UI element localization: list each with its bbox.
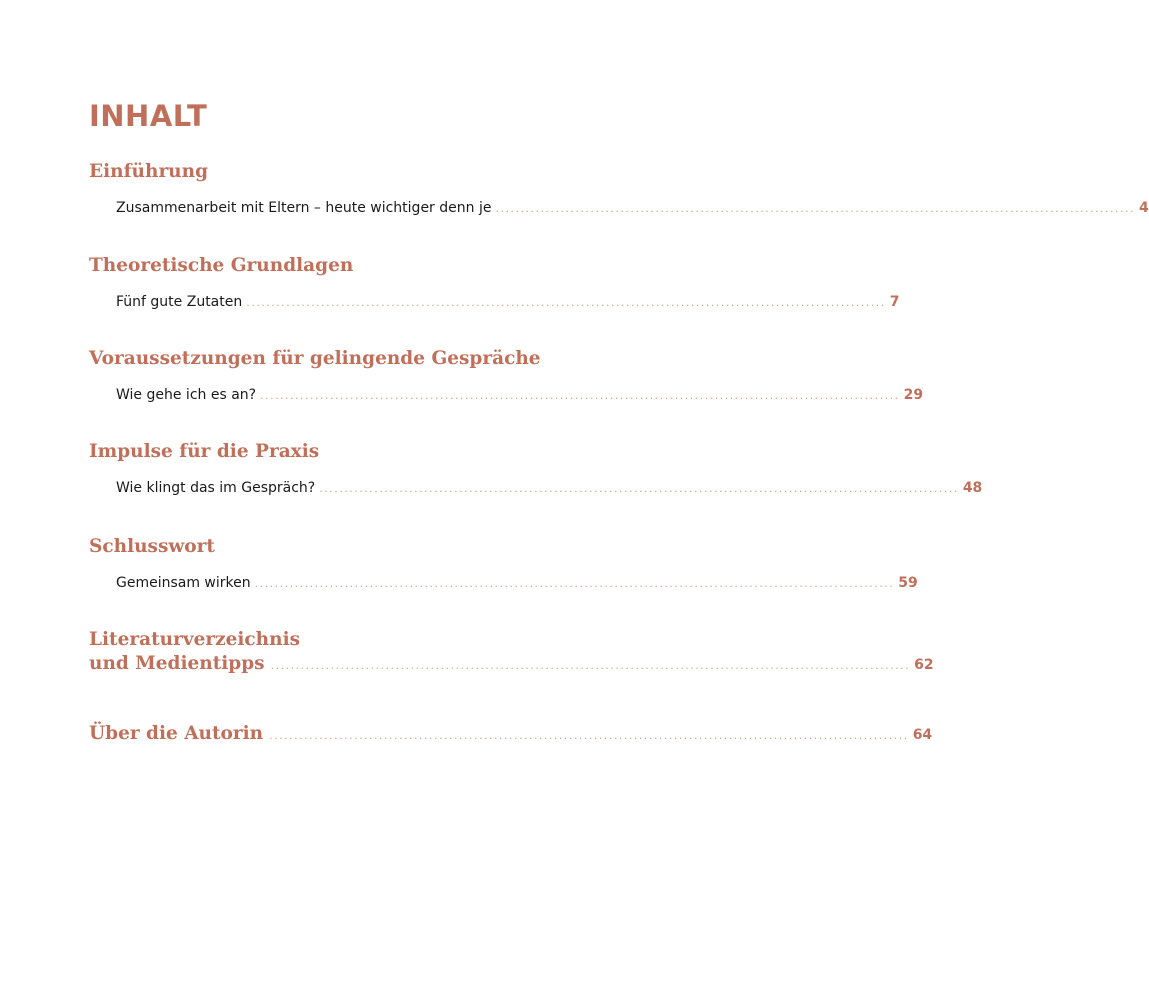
dot-leader: ................................................................................................................................: [260, 389, 900, 402]
section-heading: Über die Autorin: [89, 723, 264, 744]
entry-title: Wie klingt das im Gespräch?: [116, 480, 316, 496]
page-title: INHALT: [89, 99, 208, 133]
section-heading-line1: Literaturverzeichnis: [89, 629, 301, 650]
page-number: 29: [903, 387, 924, 403]
toc-entry[interactable]: [89, 574, 918, 593]
dot-leader: ................................................................................................................................: [270, 659, 911, 672]
dot-leader: ................................................................................................................................: [319, 482, 959, 495]
toc-section-literatur[interactable]: [89, 628, 934, 676]
toc-section-grundlagen: [89, 254, 900, 312]
toc-entry[interactable]: [89, 293, 900, 312]
page-number: 7: [889, 294, 900, 310]
toc-entry[interactable]: [89, 199, 1149, 218]
page-number: 59: [898, 575, 918, 591]
toc-section-impulse: [89, 440, 983, 498]
dot-leader: ................................................................................................................................: [254, 577, 895, 590]
entry-title: Wie gehe ich es an?: [116, 387, 257, 403]
toc-section-autorin[interactable]: [89, 722, 933, 746]
section-heading: Theoretische Grundlagen: [89, 255, 354, 276]
entry-title: Gemeinsam wirken: [116, 575, 251, 591]
entry-title: Fünf gute Zutaten: [116, 294, 243, 310]
dot-leader: ................................................................................................................................: [246, 296, 886, 309]
entry-title: Zusammenarbeit mit Eltern – heute wichtiger denn je: [116, 200, 492, 216]
toc-entry[interactable]: [89, 386, 924, 405]
toc-section-einfuehrung: [89, 160, 1149, 218]
section-heading: Schlusswort: [89, 536, 215, 557]
toc-section-schlusswort: [89, 535, 918, 593]
toc-section-voraussetzungen: [89, 347, 924, 405]
toc-entry[interactable]: [89, 479, 983, 498]
page-number: 48: [962, 480, 983, 496]
section-heading-line2: und Medientipps: [89, 653, 265, 674]
dot-leader: ................................................................................................................................: [495, 202, 1136, 215]
page-number: 4: [1139, 200, 1149, 216]
page-number: 64: [912, 727, 933, 743]
dot-leader: ................................................................................................................................: [269, 729, 909, 742]
page-number: 62: [914, 657, 934, 673]
section-heading: Voraussetzungen für gelingende Gespräche: [89, 348, 541, 369]
section-heading: Impulse für die Praxis: [89, 441, 320, 462]
section-heading: Einführung: [89, 161, 209, 182]
